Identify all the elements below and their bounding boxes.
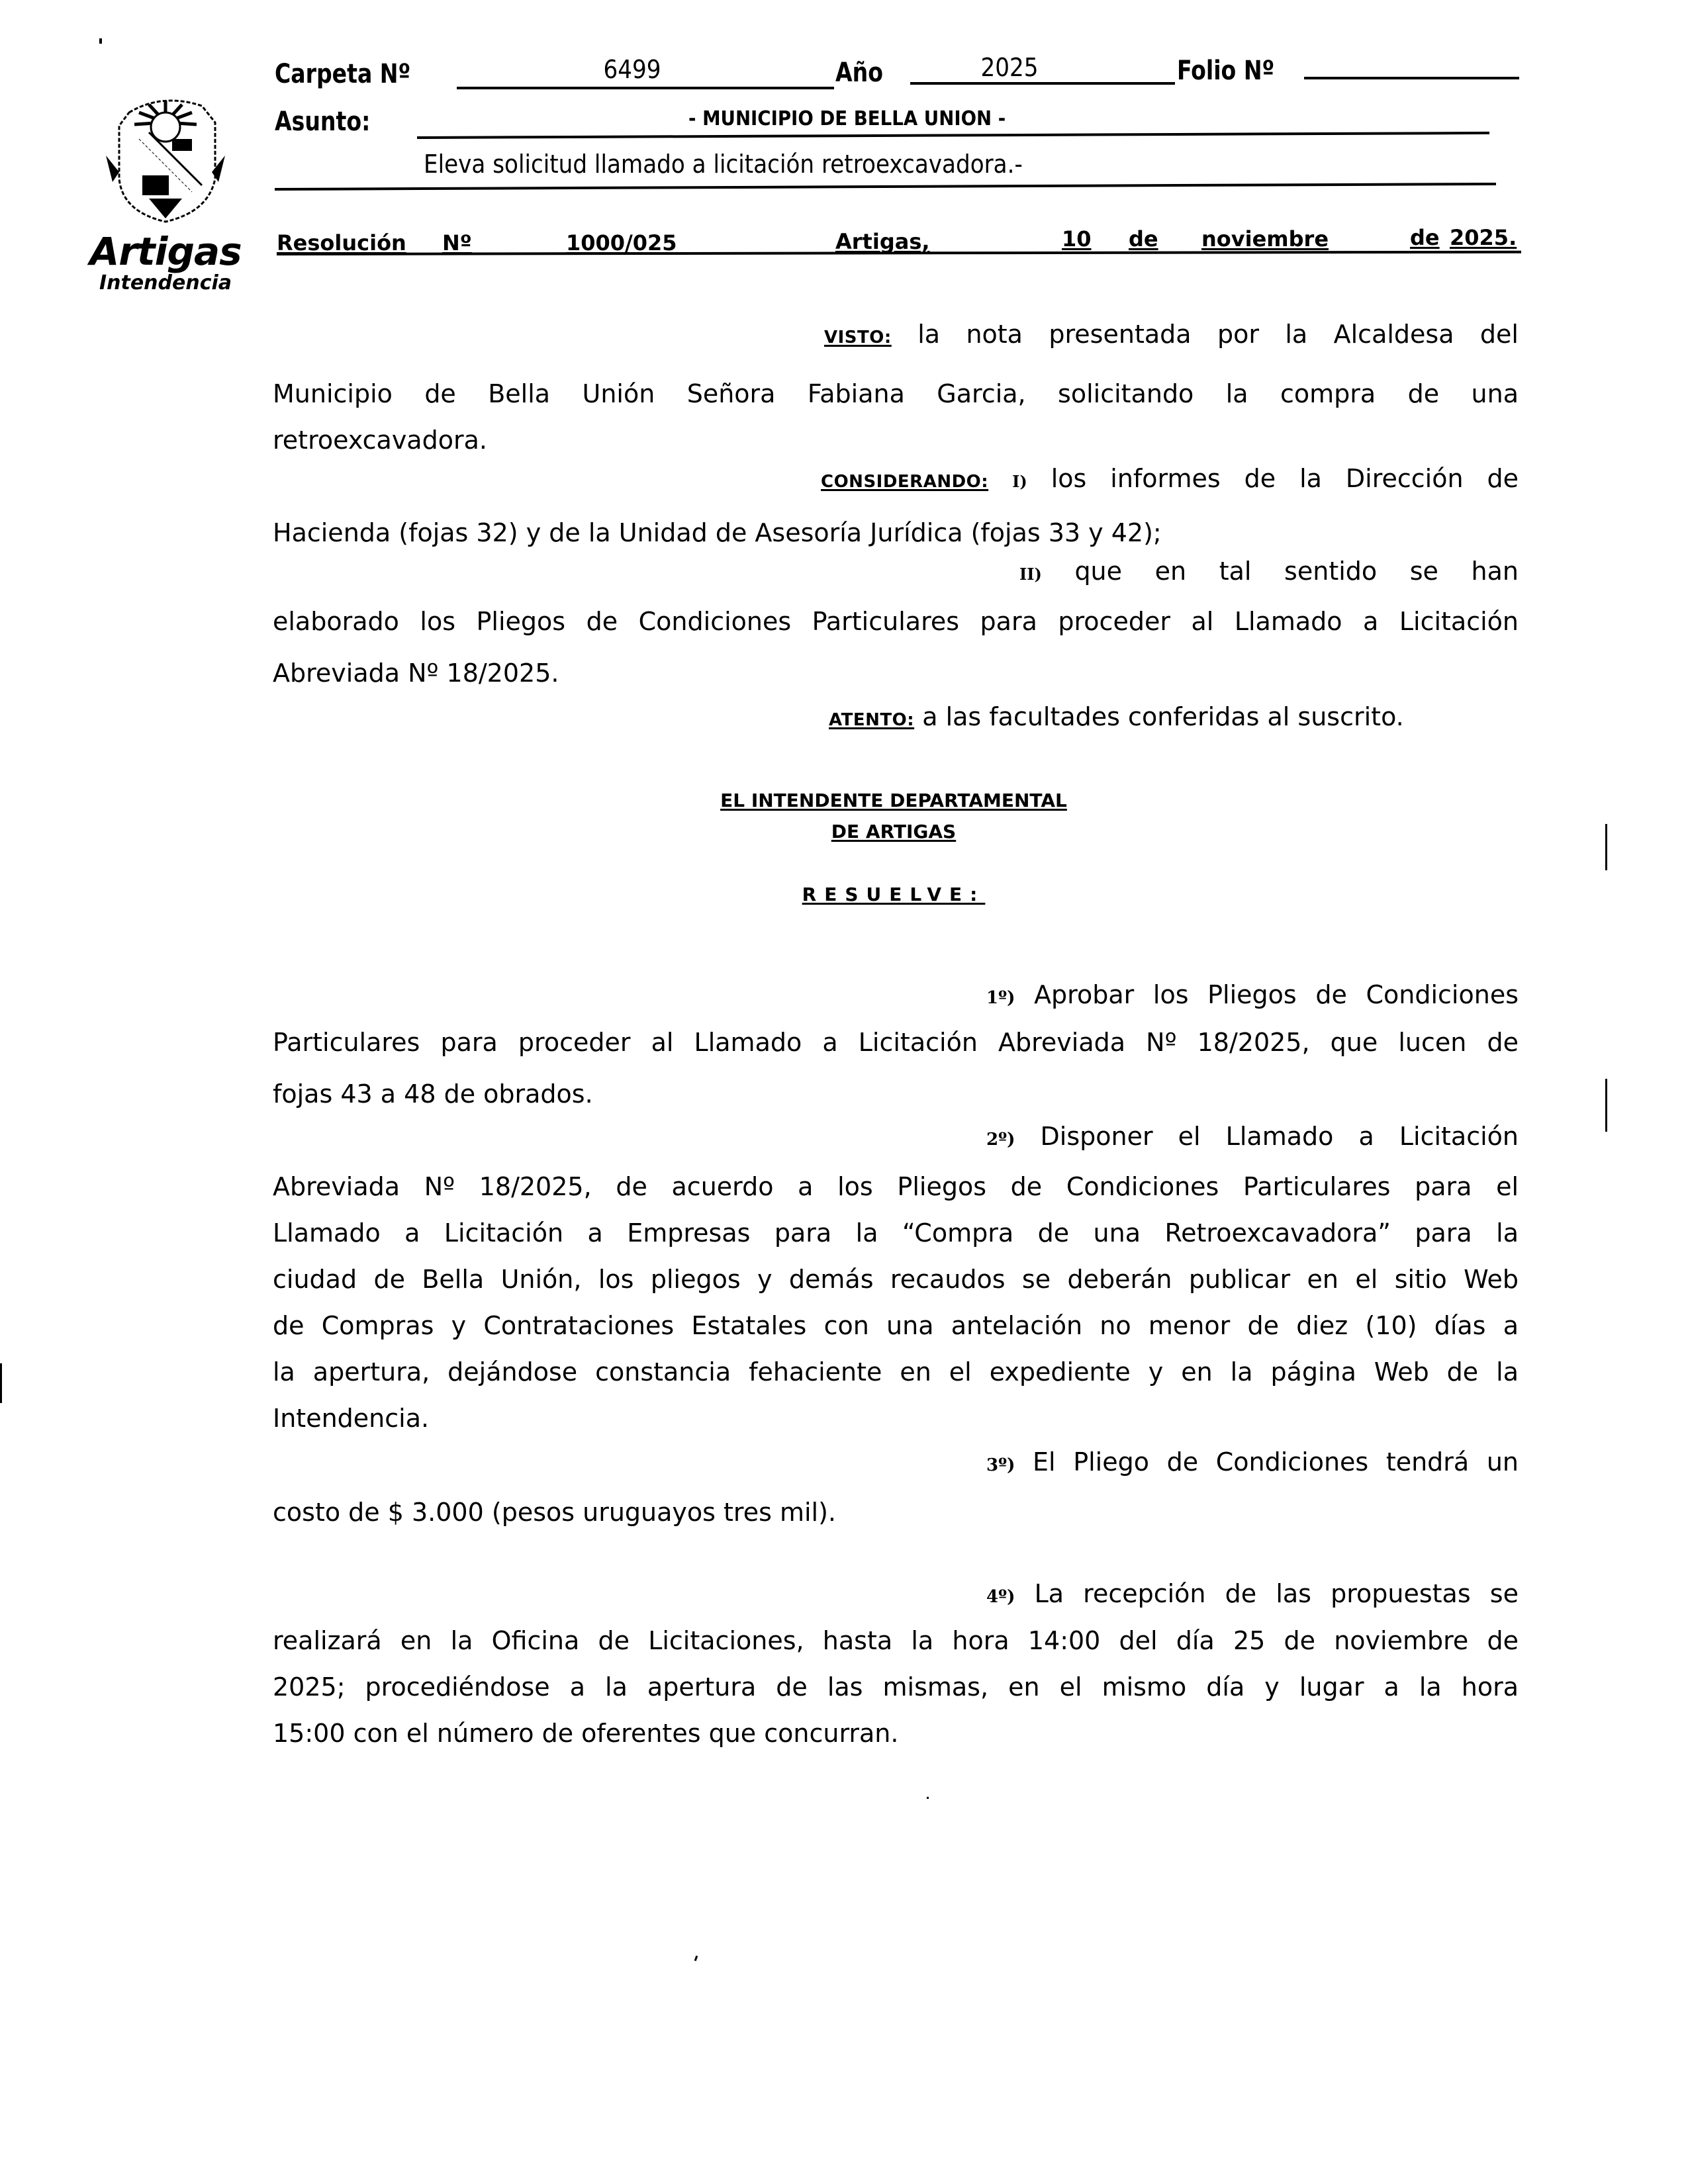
scan-speck (0, 1363, 2, 1403)
item-text: Aprobar los Pliegos de Condiciones (1034, 980, 1519, 1009)
considerando-line: Abreviada Nº 18/2025. (273, 659, 559, 688)
asunto-main: - MUNICIPIO DE BELLA UNION - (688, 107, 1006, 130)
resolution-item-4-line: 2025; procediéndose a la apertura de las mismas, en el mismo día y lugar a la hora (273, 1672, 1519, 1702)
resolution-item-3-first-line (986, 1447, 1519, 1480)
anio-label: Año (835, 58, 883, 88)
resolution-city: Artigas, (835, 229, 930, 254)
item-text: El Pliego de Condiciones tendrá un (1033, 1447, 1519, 1477)
logo-subtitle: Intendencia (99, 271, 232, 295)
resolution-item-1-first-line (986, 979, 1519, 1013)
scan-speck (1605, 824, 1607, 870)
considerando-text: los informes de la Dirección de (1051, 464, 1519, 493)
resolution-item-2-line: la apertura, dejándose constancia fehaciente en el expediente y en la página Web de la (273, 1357, 1519, 1387)
resolution-item-4-first-line (986, 1578, 1519, 1612)
authority-heading-dept: DE ARTIGAS (831, 821, 957, 842)
considerando-numeral-i: I) (1012, 472, 1027, 491)
resolution-item-1-line: Particulares para proceder al Llamado a Licitación Abreviada Nº 18/2025, que lucen de (273, 1028, 1519, 1057)
item-text: La recepción de las propuestas se (1034, 1579, 1519, 1608)
item-numeral: 4º) (986, 1587, 1015, 1607)
scan-speck (99, 38, 102, 44)
resolution-item-2-first-line (986, 1121, 1519, 1155)
folio-label: Folio Nº (1177, 56, 1275, 86)
item-numeral: 1º) (986, 988, 1015, 1008)
carpeta-label: Carpeta Nº (275, 59, 411, 89)
asunto-underline (417, 132, 1489, 139)
resolution-item-2-line: Intendencia. (273, 1404, 430, 1433)
item-text: Disponer el Llamado a Licitación (1040, 1122, 1519, 1151)
item-numeral: 3º) (986, 1455, 1015, 1475)
resolution-number: 1000/025 (566, 230, 677, 255)
resolution-label: Resolución (277, 230, 406, 255)
asunto-sub-underline (275, 183, 1496, 191)
considerando-text: que en tal sentido se han (1074, 557, 1519, 586)
considerando-line: elaborado los Pliegos de Condiciones Particulares para proceder al Llamado a Licitación (273, 607, 1519, 636)
considerando-first-line (821, 463, 1519, 497)
considerando-ii-first-line (1019, 556, 1519, 590)
resolution-item-2-line: Abreviada Nº 18/2025, de acuerdo a los Pliegos de Condiciones Particulares para el (273, 1172, 1519, 1201)
resolution-item-3-line: costo de $ 3.000 (pesos uruguayos tres mil). (273, 1498, 836, 1527)
visto-line: retroexcavadora. (273, 426, 487, 455)
resolution-item-4-line: 15:00 con el número de oferentes que concurran. (273, 1719, 899, 1748)
asunto-label: Asunto: (275, 107, 371, 137)
visto-text: la nota presentada por la Alcaldesa del (917, 320, 1519, 349)
visto-keyword: VISTO: (824, 328, 892, 347)
resolution-item-2-line: ciudad de Bella Unión, los pliegos y demás recaudos se deberán publicar en el sitio Web (273, 1265, 1519, 1294)
carpeta-value: 6499 (603, 55, 661, 84)
resolution-year: 2025. (1450, 225, 1517, 250)
resolution-number-label: Nº (442, 230, 472, 255)
folio-underline (1304, 77, 1519, 79)
item-numeral: 2º) (986, 1130, 1015, 1150)
scan-speck (1605, 1079, 1607, 1132)
intendencia-logo (73, 93, 245, 295)
resolution-day: 10 (1062, 226, 1092, 251)
anio-underline (910, 82, 1175, 85)
resolution-de: de (1129, 226, 1158, 251)
visto-line: Municipio de Bella Unión Señora Fabiana Garcia, solicitando la compra de una (273, 379, 1519, 408)
authority-heading: EL INTENDENTE DEPARTAMENTAL (720, 790, 1067, 811)
anio-value: 2025 (980, 53, 1039, 82)
resolution-month: noviembre (1201, 226, 1329, 251)
considerando-line: Hacienda (fojas 32) y de la Unidad de Asesoría Jurídica (fojas 33 y 42); (273, 518, 1162, 547)
carpeta-underline (457, 87, 834, 89)
resolution-item-4-line: realizará en la Oficina de Licitaciones, hasta la hora 14:00 del día 25 de noviembre de (273, 1626, 1519, 1655)
considerando-numeral-ii: II) (1019, 565, 1042, 584)
atento-text: a las facultades conferidas al suscrito. (922, 702, 1404, 731)
logo-title: Artigas (89, 229, 242, 274)
resolution-item-2-line: Llamado a Licitación a Empresas para la “Compra de una Retroexcavadora” para la (273, 1218, 1519, 1248)
asunto-subject: Eleva solicitud llamado a licitación retroexcavadora.- (424, 150, 1023, 179)
visto-first-line (824, 319, 1519, 353)
scan-speck (927, 1797, 929, 1799)
scan-speck (694, 1956, 698, 1962)
resolution-item-1-line: fojas 43 a 48 de obrados. (273, 1079, 593, 1109)
atento-line (829, 702, 1404, 735)
resolution-item-2-line: de Compras y Contrataciones Estatales con una antelación no menor de diez (10) días a (273, 1311, 1519, 1340)
considerando-keyword: CONSIDERANDO: (821, 472, 989, 492)
resolution-de-year: de (1410, 225, 1440, 250)
departmental-coat-of-arms-icon (103, 93, 228, 225)
resuelve-heading: RESUELVE: (802, 884, 986, 905)
atento-keyword: ATENTO: (829, 710, 915, 730)
